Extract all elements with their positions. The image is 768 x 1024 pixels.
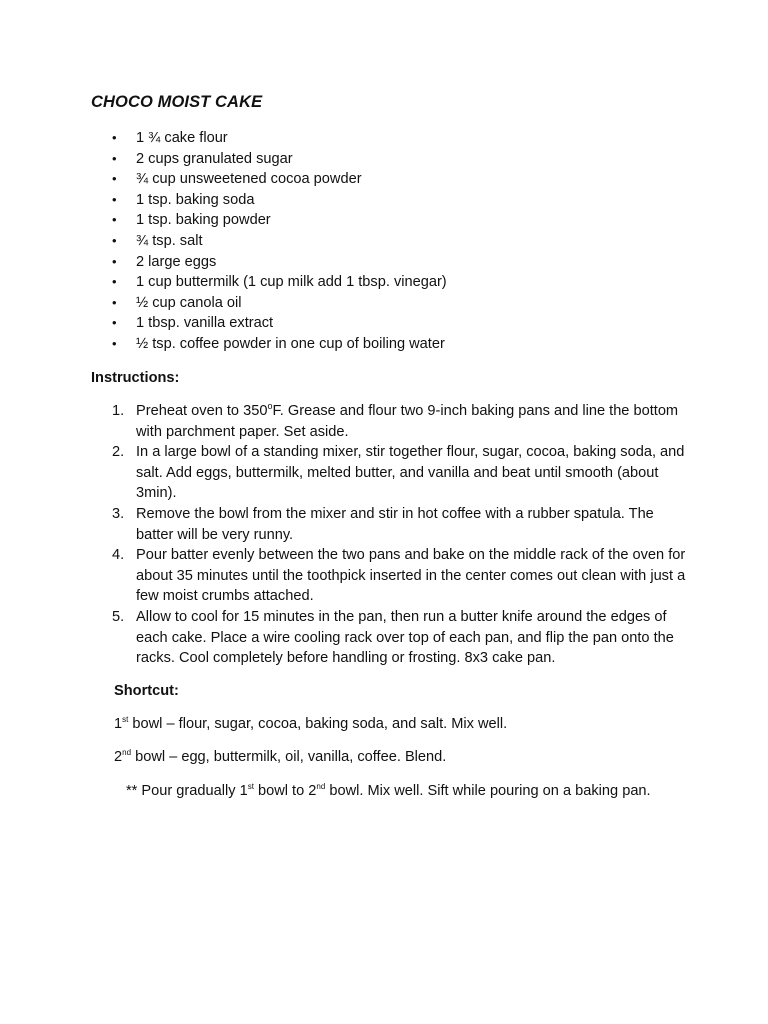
shortcut-bowl-1 xyxy=(114,714,507,734)
bullet-icon: • xyxy=(112,335,117,351)
instruction-step xyxy=(91,545,691,607)
ingredient-item xyxy=(91,169,447,190)
ingredient-text: ¾ cup unsweetened cocoa powder xyxy=(136,171,362,188)
ingredient-item xyxy=(91,272,447,293)
bullet-icon: • xyxy=(112,150,117,166)
ingredient-item xyxy=(91,210,447,231)
step-text: Remove the bowl from the mixer and stir in hot coffee with a rubber spatula. The batter will be very runny. xyxy=(136,505,654,543)
step-number: 5. xyxy=(112,608,125,625)
ingredient-text: 2 cups granulated sugar xyxy=(136,150,293,167)
ingredient-text: 1 tbsp. vanilla extract xyxy=(136,315,274,332)
bullet-icon: • xyxy=(112,130,117,145)
instructions-heading: Instructions: xyxy=(91,370,180,386)
shortcut-heading: Shortcut: xyxy=(114,683,179,699)
ingredient-item xyxy=(91,252,447,273)
ordinal-number: 2 xyxy=(114,749,123,765)
ingredient-item xyxy=(91,231,447,252)
step-text: In a large bowl of a standing mixer, stir together flour, sugar, cocoa, baking soda, and salt. Add eggs, buttermilk, melted butter, and vanilla and beat until smooth (about 3min). xyxy=(136,444,685,502)
instruction-step xyxy=(91,401,691,442)
ingredient-text: 1 tsp. baking powder xyxy=(136,212,271,229)
note-text: ** Pour gradually 1 xyxy=(126,783,248,799)
ingredient-list xyxy=(91,128,447,355)
recipe-title: CHOCO MOIST CAKE xyxy=(91,93,263,111)
bullet-icon: • xyxy=(112,212,117,228)
shortcut-bowl-2 xyxy=(114,747,446,767)
ordinal-suffix: nd xyxy=(122,748,132,757)
degree-sign: o xyxy=(267,401,273,411)
bullet-icon: • xyxy=(112,253,117,269)
ingredient-text: ½ tsp. coffee powder in one cup of boiling water xyxy=(136,335,445,352)
shortcut-text: bowl – egg, buttermilk, oil, vanilla, coffee. Blend. xyxy=(131,749,447,765)
ordinal-suffix: nd xyxy=(316,782,326,791)
note-text: bowl to 2 xyxy=(253,783,317,799)
ingredient-text: 1 cup buttermilk (1 cup milk add 1 tbsp. vinegar) xyxy=(136,274,447,291)
step-number: 1. xyxy=(112,403,125,419)
step-text: Preheat oven to 350 xyxy=(136,403,268,419)
bullet-icon: • xyxy=(112,274,117,290)
bullet-icon: • xyxy=(112,315,117,331)
ingredient-item xyxy=(91,313,447,334)
step-text: Pour batter evenly between the two pans and bake on the middle rack of the oven for about 35 minutes until the toothpick inserted in the center comes out clean with just a few moist crumbs attached. xyxy=(136,547,686,605)
ordinal-suffix: st xyxy=(247,782,254,791)
ingredient-text: 1 ¾ cake flour xyxy=(136,130,228,146)
ingredient-item xyxy=(91,149,447,170)
ingredient-item xyxy=(91,334,447,355)
ordinal-number: 1 xyxy=(114,716,123,732)
bullet-icon: • xyxy=(112,232,117,248)
ingredient-text: ½ cup canola oil xyxy=(136,294,242,311)
step-number: 3. xyxy=(112,505,125,522)
instruction-step xyxy=(91,442,691,504)
ingredient-text: ¾ tsp. salt xyxy=(136,232,203,249)
step-number: 4. xyxy=(112,547,125,564)
ingredient-text: 1 tsp. baking soda xyxy=(136,191,255,208)
step-text: Allow to cool for 15 minutes in the pan, then run a butter knife around the edges of each cake. Place a wire cooling rack over top of each pan, and flip the pan onto the racks. Cool completely before handling or frosting. 8x3 cake pan. xyxy=(136,608,674,667)
shortcut-note xyxy=(126,781,651,801)
bullet-icon: • xyxy=(112,294,117,310)
instruction-step xyxy=(91,504,691,545)
ingredient-item xyxy=(91,190,447,211)
step-number: 2. xyxy=(112,444,125,461)
bullet-icon: • xyxy=(112,171,117,187)
note-text: bowl. Mix well. Sift while pouring on a baking pan. xyxy=(325,783,651,799)
ingredient-item xyxy=(91,293,447,314)
step-text: F. Grease and flour two 9-inch baking pans and line the bottom with parchment paper. Set aside. xyxy=(136,403,679,440)
ordinal-suffix: st xyxy=(122,715,129,724)
shortcut-text: bowl – flour, sugar, cocoa, baking soda, and salt. Mix well. xyxy=(128,716,508,732)
instruction-steps xyxy=(91,401,691,669)
ingredient-item xyxy=(91,128,447,149)
bullet-icon: • xyxy=(112,191,117,207)
instruction-step xyxy=(91,607,691,669)
ingredient-text: 2 large eggs xyxy=(136,253,217,270)
